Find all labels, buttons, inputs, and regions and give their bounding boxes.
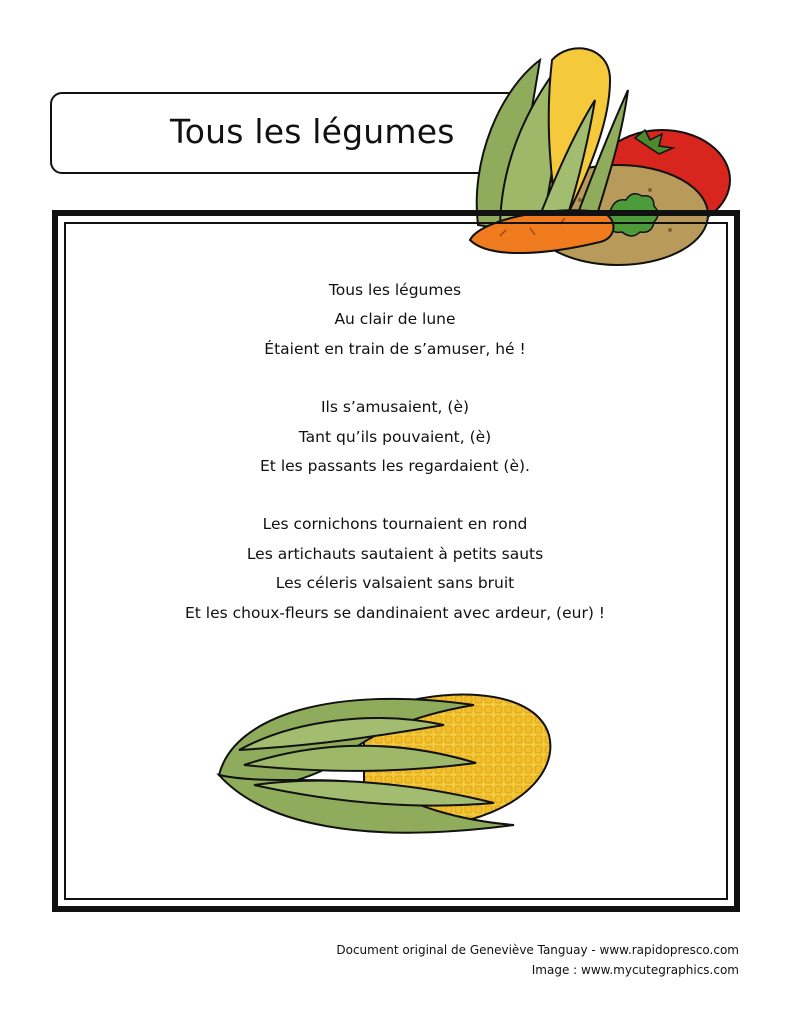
credits [336,940,739,980]
poem-line: Les cornichons tournaient en rond [262,515,528,534]
poem-line: Les artichauts sautaient à petits sauts [246,544,544,563]
poem-line: Tant qu’ils pouvaient, (è) [298,427,492,446]
poem [80,276,710,657]
credit-document: Document original de Geneviève Tanguay - www.rapidopresco.com [336,943,739,957]
poem-line: Au clair de lune [334,310,456,329]
poem-stanza-1 [80,276,710,364]
poem-line: Et les passants les regardaient (è). [260,457,530,476]
poem-line: Étaient en train de s’amuser, hé ! [264,339,526,358]
poem-line: Et les choux-fleurs se dandinaient avec ardeur, (eur) ! [184,603,606,622]
poem-line: Tous les légumes [328,281,462,299]
poem-line: Les céleris valsaient sans bruit [275,574,515,593]
poem-stanza-2 [80,393,710,481]
page-title: Tous les légumes [170,112,455,151]
title-box [50,92,520,174]
poem-stanza-3 [80,510,710,628]
credit-image: Image : www.mycutegraphics.com [531,963,739,977]
poem-line: Ils s’amusaient, (è) [320,398,470,417]
corn-cob-illustration [214,675,566,845]
